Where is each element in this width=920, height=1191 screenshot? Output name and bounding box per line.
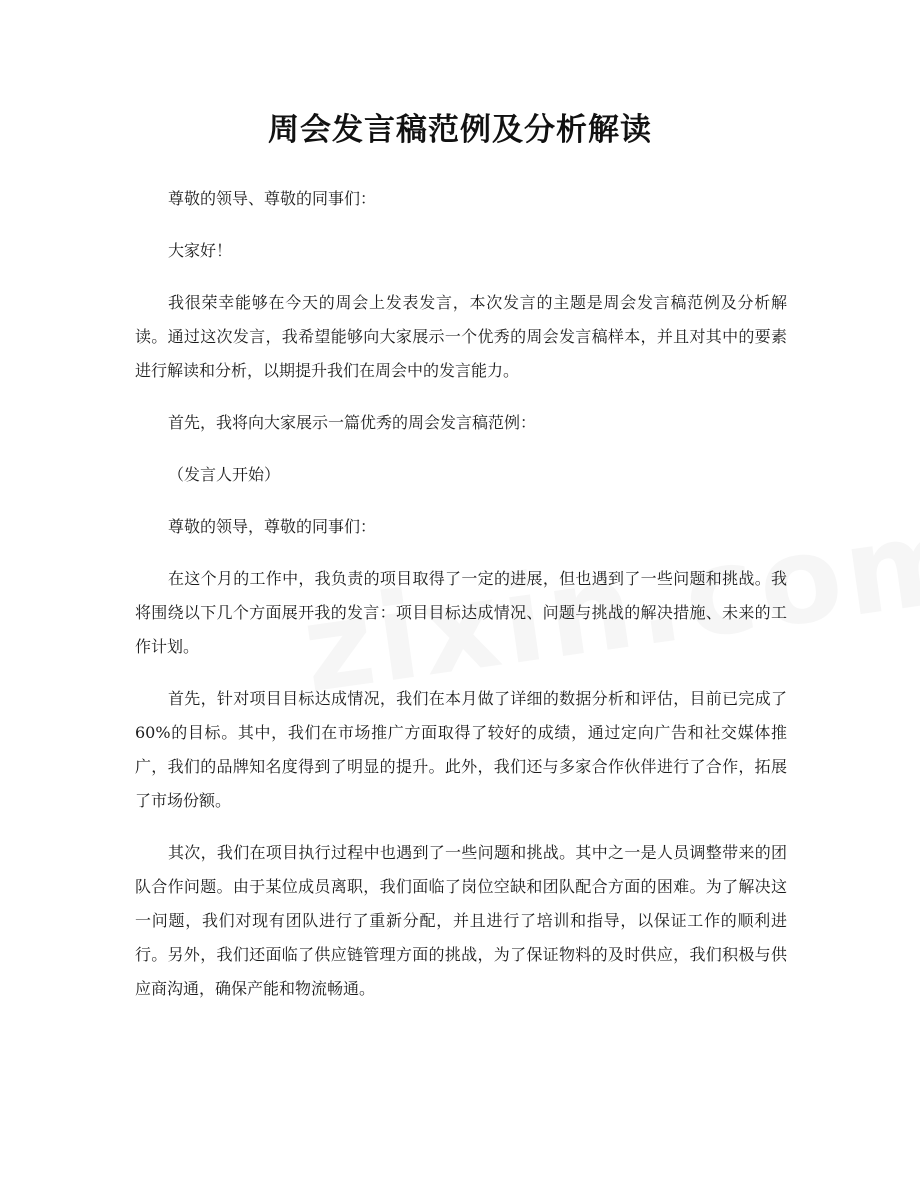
- overview-paragraph: 在这个月的工作中，我负责的项目取得了一定的进展，但也遇到了一些问题和挑战。我将围绕以下几个方面展开我的发言：项目目标达成情况、问题与挑战的解决措施、未来的工作计划。: [135, 569, 787, 656]
- document-title: 周会发言稿范例及分析解读: [268, 112, 652, 148]
- example-salutation-paragraph: 尊敬的领导，尊敬的同事们：: [168, 517, 377, 536]
- challenges-paragraph: 其次，我们在项目执行过程中也遇到了一些问题和挑战。其中之一是人员调整带来的团队合作问题。由于某位成员离职，我们面临了岗位空缺和团队配合方面的困难。为了解决这一问题，我们对现有团队进行了重新分配，并且进行了培训和指导，以保证工作的顺利进行。另外，我们还面临了供应链管理方面的挑战，为了保证物料的及时供应，我们积极与供应商沟通，确保产能和物流畅通。: [135, 843, 787, 998]
- speaker-start-paragraph: （发言人开始）: [168, 465, 281, 484]
- goals-paragraph: 首先，针对项目目标达成情况，我们在本月做了详细的数据分析和评估，目前已完成了 60%的目标。其中，我们在市场推广方面取得了较好的成绩，通过定向广告和社交媒体推广，我们的品牌知名度得到了明显的提升。此外，我们还与多家合作伙伴进行了合作，拓展了市场份额。: [135, 689, 787, 810]
- example-lead-paragraph: 首先，我将向大家展示一篇优秀的周会发言稿范例：: [168, 413, 537, 432]
- greeting-paragraph: 大家好！: [168, 241, 233, 260]
- salutation-paragraph: 尊敬的领导、尊敬的同事们：: [168, 189, 377, 208]
- intro-paragraph: 我很荣幸能够在今天的周会上发表发言，本次发言的主题是周会发言稿范例及分析解读。通过这次发言，我希望能够向大家展示一个优秀的周会发言稿样本，并且对其中的要素进行解读和分析，以期提升我们在周会中的发言能力。: [135, 293, 787, 380]
- document-body: [135, 182, 787, 1024]
